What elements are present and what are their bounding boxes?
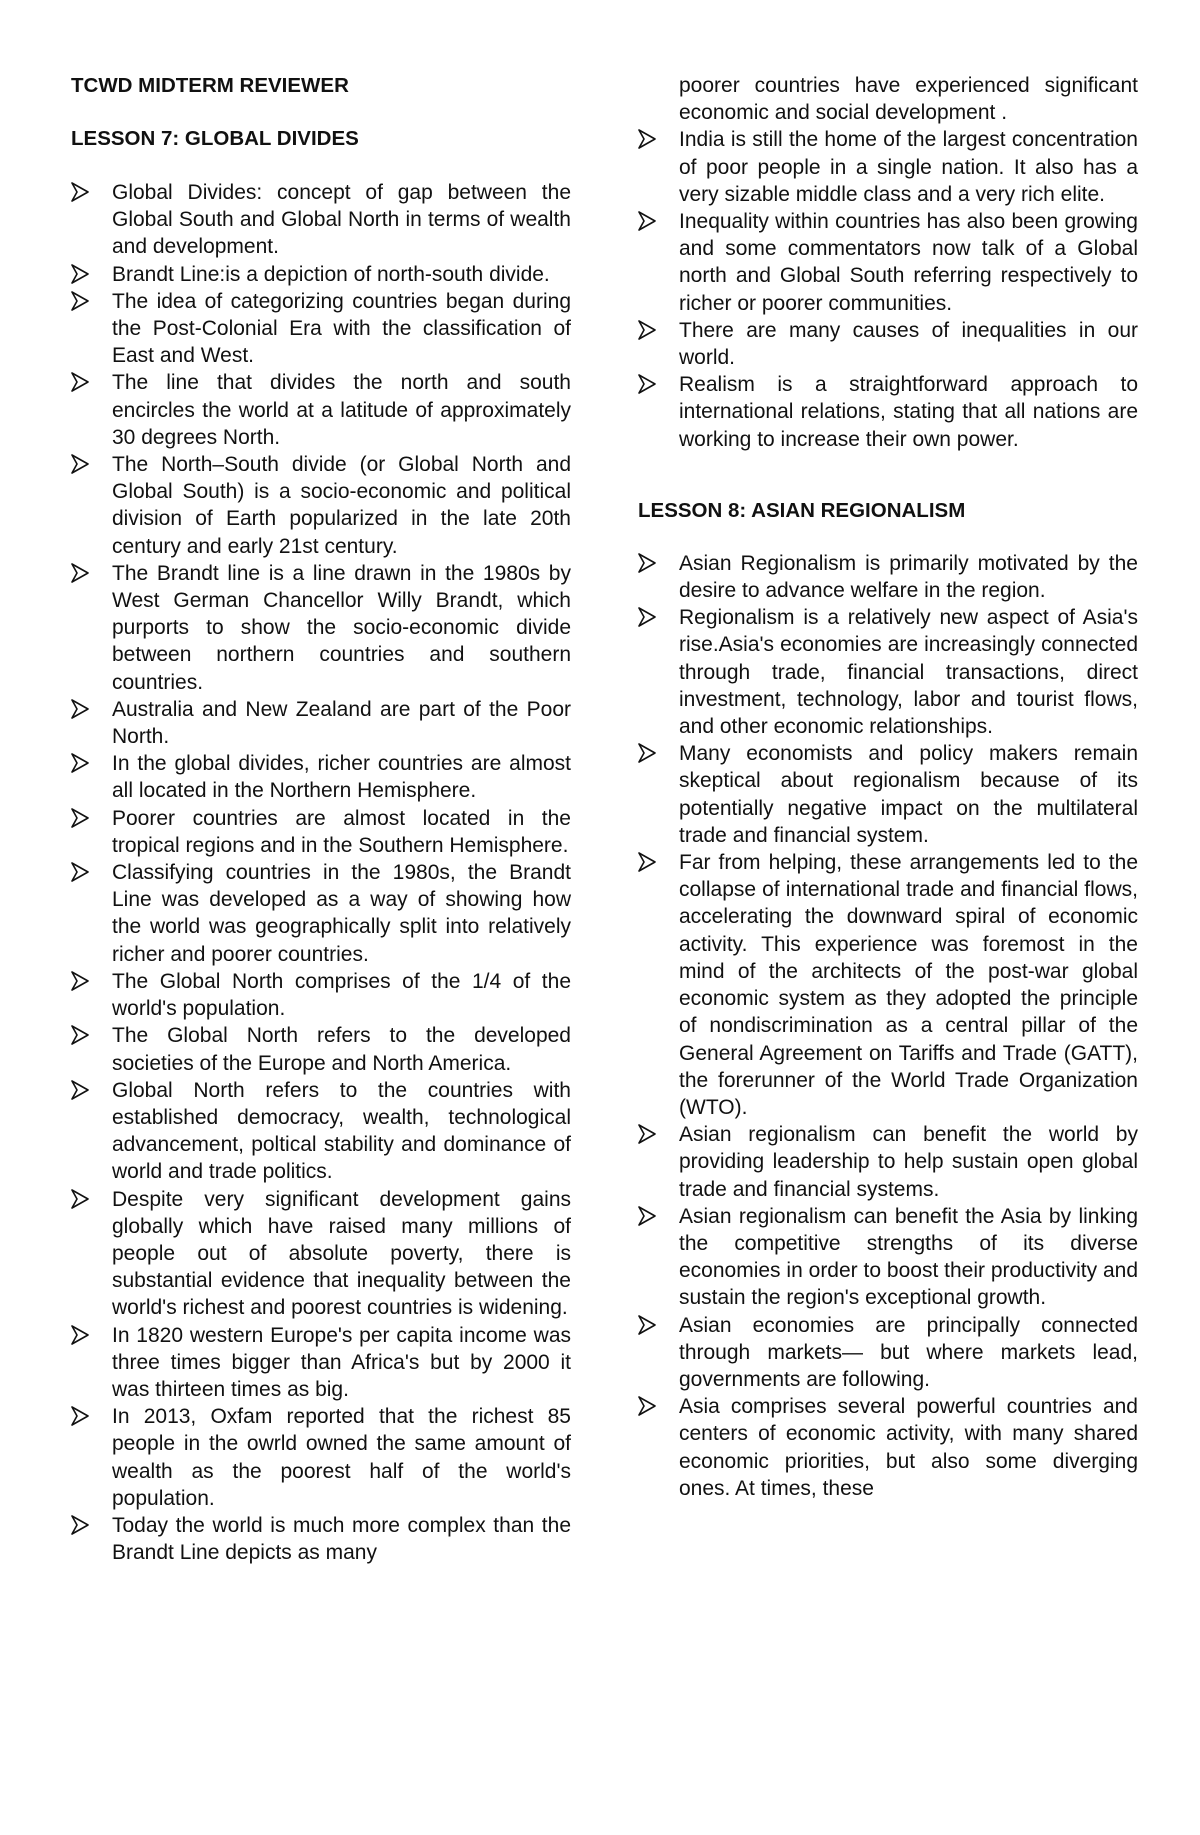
list-item [71, 1186, 571, 1322]
list-item-text: Regionalism is a relatively new aspect of Asia's rise.Asia's economies are increasingly connected through trade, financial transactions, direct investment, technology, labor and tourist flows, and other economic relationships. [679, 606, 1138, 739]
arrow-bullet-icon [638, 1206, 656, 1226]
arrow-bullet-icon [638, 1396, 656, 1416]
list-item-text: Poorer countries are almost located in the tropical regions and in the Southern Hemisphere. [112, 806, 571, 857]
arrow-bullet-icon [71, 862, 89, 882]
document-title: TCWD MIDTERM REVIEWER [71, 74, 349, 97]
lesson7-bullet-list [71, 179, 571, 1566]
list-item [71, 560, 571, 696]
list-item [638, 1312, 1138, 1394]
arrow-bullet-icon [71, 264, 89, 284]
list-item [638, 550, 1138, 604]
list-item-text: The Global North comprises of the 1/4 of the world's population. [112, 969, 571, 1021]
arrow-bullet-icon [638, 211, 656, 231]
list-item-text: Far from helping, these arrangements led to the collapse of international trade and financial flows, accelerating the downward spiral of economic activity. This experience was foremost in the mind of the architects of the post-war global economic system as they adopted the principle of nondiscrimination as a central pillar of the General Agreement on Tariffs and Trade (GATT), the forerunner of the World Trade Organization (WTO). [679, 851, 1138, 1119]
list-item [71, 369, 571, 451]
arrow-bullet-icon [71, 182, 89, 202]
list-item [638, 604, 1138, 740]
list-item-text: In the global divides, richer countries are almost all located in the Northern Hemisphere. [112, 752, 571, 803]
list-item-text: Realism is a straightforward approach to international relations, stating that all nations are working to increase their own power. [679, 373, 1138, 451]
lesson8-bullet-list [638, 550, 1138, 1502]
list-item-text: The Global North refers to the developed societies of the Europe and North America. [112, 1024, 571, 1075]
list-item-text: Asia comprises several powerful countries and centers of economic activity, with many shared economic priorities, but also some diverging ones. At times, these [679, 1395, 1138, 1500]
arrow-bullet-icon [638, 852, 656, 872]
arrow-bullet-icon [638, 1124, 656, 1144]
list-item-text: Asian regionalism can benefit the world by providing leadership to help sustain open global trade and financial systems. [679, 1123, 1138, 1201]
list-item-text: Inequality within countries has also been growing and some commentators now talk of a Global north and Global South referring respectively to richer or poorer communities. [679, 210, 1138, 315]
list-item-text: The idea of categorizing countries began during the Post-Colonial Era with the classification of East and West. [112, 289, 571, 368]
list-item [71, 1022, 571, 1076]
arrow-bullet-icon [71, 753, 89, 773]
list-item [71, 179, 571, 261]
list-item-text: Australia and New Zealand are part of the Poor North. [112, 697, 571, 749]
arrow-bullet-icon [638, 743, 656, 763]
arrow-bullet-icon [71, 291, 89, 311]
list-item [638, 126, 1138, 208]
arrow-bullet-icon [638, 1315, 656, 1335]
arrow-bullet-icon [71, 1189, 89, 1209]
list-item-text: The Brandt line is a line drawn in the 1980s by West German Chancellor Willy Brandt, which purports to show the socio-economic divide between northern countries and southern countries. [112, 561, 571, 694]
arrow-bullet-icon [71, 1515, 89, 1535]
list-item-text: Asian regionalism can benefit the Asia by linking the competitive strengths of its diverse economies in order to boost their productivity and sustain the region's exceptional growth. [679, 1204, 1138, 1310]
arrow-bullet-icon [71, 1025, 89, 1045]
list-item [71, 1512, 571, 1566]
list-item-text: The line that divides the north and south encircles the world at a latitude of approximately 30 degrees North. [112, 371, 571, 449]
list-item-text: Global North refers to the countries with established democracy, wealth, technological advancement, poltical stability and dominance of world and trade politics. [112, 1078, 571, 1184]
list-item-text: Many economists and policy makers remain skeptical about regionalism because of its potentially negative impact on the multilateral trade and financial system. [679, 742, 1138, 847]
arrow-bullet-icon [71, 372, 89, 392]
list-item-text: Global Divides: concept of gap between the Global South and Global North in terms of wealth and development. [112, 181, 571, 259]
list-item-text: Today the world is much more complex than the Brandt Line depicts as many [112, 1513, 571, 1565]
list-item [71, 1077, 571, 1186]
lesson8-heading: LESSON 8: ASIAN REGIONALISM [638, 498, 966, 522]
list-item-text: Classifying countries in the 1980s, the Brandt Line was developed as a way of showing how the world was geographically split into relatively richer and poorer countries. [112, 861, 571, 966]
list-item-text: Asian economies are principally connected through markets— but where markets lead, governments are following. [679, 1313, 1138, 1391]
list-item [71, 805, 571, 859]
arrow-bullet-icon [71, 1406, 89, 1426]
list-item-text: There are many causes of inequalities in our world. [679, 318, 1138, 370]
lesson7-heading: LESSON 7: GLOBAL DIVIDES [71, 127, 359, 150]
continued-text: poorer countries have experienced significant economic and social development . [679, 74, 1138, 125]
list-item-text: Asian Regionalism is primarily motivated by the desire to advance welfare in the region. [679, 551, 1138, 603]
list-item-text: The North–South divide (or Global North and Global South) is a socio-economic and political division of Earth popularized in the late 20th century and early 21st century. [112, 453, 571, 558]
list-item [71, 859, 571, 968]
arrow-bullet-icon [71, 563, 89, 583]
list-item [71, 451, 571, 560]
list-item-text: In 1820 western Europe's per capita income was three times bigger than Africa's but by 2000 it was thirteen times as big. [112, 1323, 571, 1401]
arrow-bullet-icon [638, 553, 656, 573]
list-item [638, 208, 1138, 317]
list-item-text: In 2013, Oxfam reported that the richest 85 people in the owrld owned the same amount of wealth as the poorest half of the world's population. [112, 1405, 571, 1510]
left-column [71, 72, 571, 1566]
list-item [71, 1403, 571, 1512]
arrow-bullet-icon [638, 320, 656, 340]
arrow-bullet-icon [71, 1080, 89, 1100]
list-item [638, 1121, 1138, 1203]
list-item [71, 750, 571, 804]
list-item [638, 1203, 1138, 1312]
arrow-bullet-icon [71, 1325, 89, 1345]
list-item [71, 261, 571, 288]
list-item-text: Despite very significant development gains globally which have raised many millions of people out of absolute poverty, there is substantial evidence that inequality between the world's richest and poorest countries is widening. [112, 1187, 571, 1320]
arrow-bullet-icon [638, 607, 656, 627]
arrow-bullet-icon [71, 454, 89, 474]
list-item [71, 696, 571, 750]
list-item-text: Brandt Line:is a depiction of north-south divide. [112, 262, 550, 286]
list-item-text: India is still the home of the largest concentration of poor people in a single nation. It also has a very sizable middle class and a very rich elite. [679, 128, 1138, 206]
arrow-bullet-icon [638, 374, 656, 394]
list-item [71, 288, 571, 370]
right-column [638, 72, 1138, 1502]
list-item [638, 317, 1138, 371]
list-item [638, 849, 1138, 1121]
arrow-bullet-icon [638, 129, 656, 149]
lesson7-bullet-list-continued [638, 126, 1138, 452]
arrow-bullet-icon [71, 971, 89, 991]
list-item [638, 1393, 1138, 1502]
list-item [638, 371, 1138, 453]
list-item [638, 740, 1138, 849]
arrow-bullet-icon [71, 808, 89, 828]
list-item [71, 1322, 571, 1404]
list-item [71, 968, 571, 1022]
arrow-bullet-icon [71, 699, 89, 719]
